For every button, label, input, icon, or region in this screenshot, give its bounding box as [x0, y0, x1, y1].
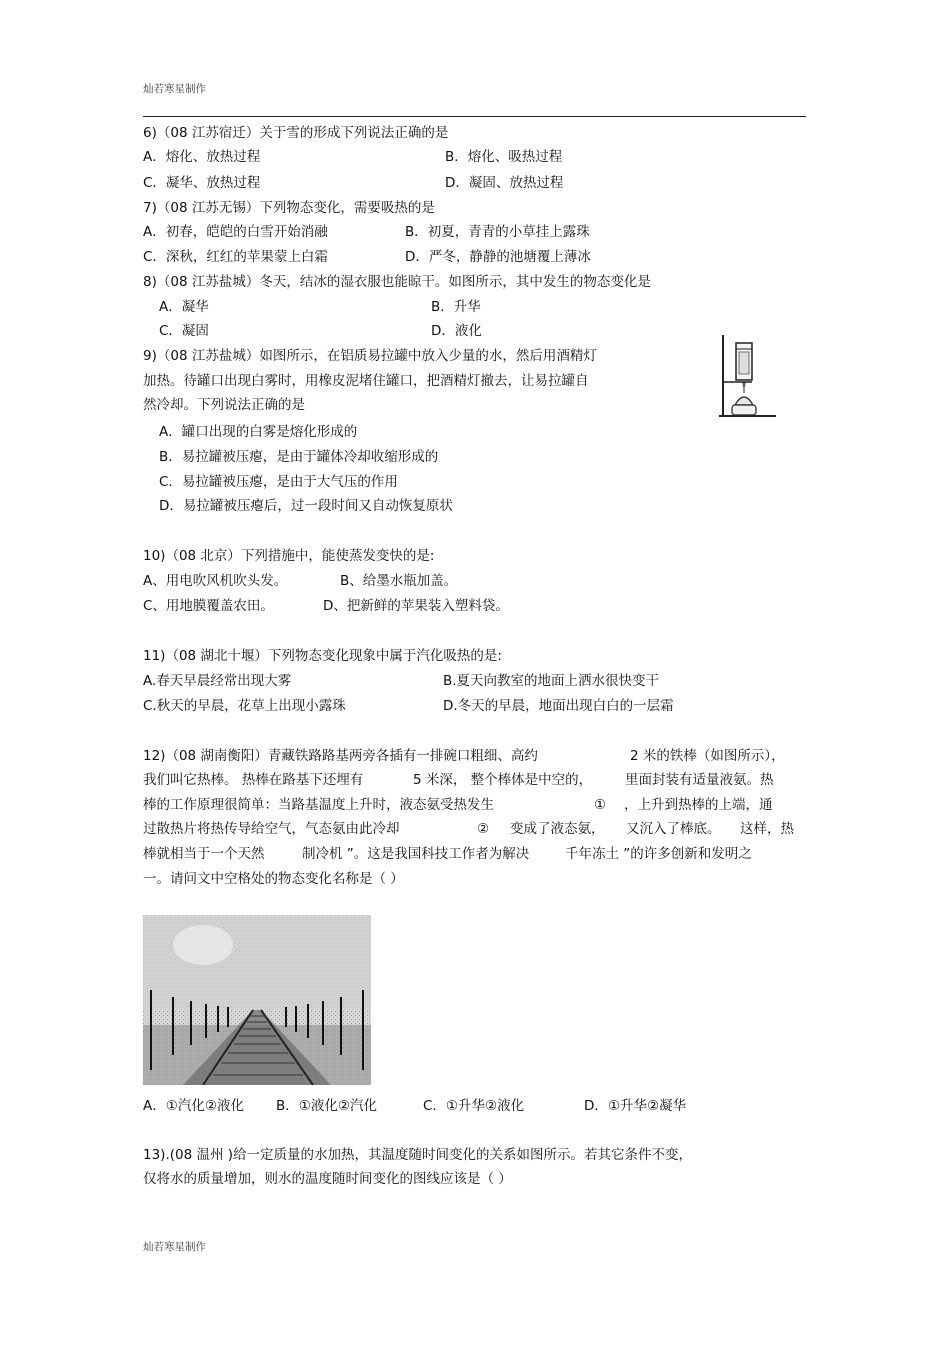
- q12-option-c: C．①升华②液化: [423, 1098, 525, 1114]
- q12-text: 棒就相当于一个天然: [143, 846, 265, 862]
- q12-text: 制冷机 ”。这是我国科技工作者为解决: [302, 846, 530, 862]
- header-rule: [143, 116, 806, 117]
- q13-stem-line2: 仅将水的质量增加，则水的温度随时间变化的图线应该是（ ）: [143, 1171, 512, 1187]
- q12-text: 变成了液态氨，: [510, 821, 605, 837]
- q12-text: 一。请问文中空格处的物态变化名称是（ ）: [143, 871, 404, 887]
- q12-text: 千年冻土 ”的许多创新和发明之: [565, 846, 752, 862]
- q6-stem: 6)（08 江苏宿迁）关于雪的形成下列说法正确的是: [143, 125, 449, 141]
- q12-text: 这样，热: [740, 821, 794, 837]
- q12-blank-1: ①: [594, 797, 607, 813]
- railway-photo: [143, 915, 371, 1085]
- q10-option-b: B、给墨水瓶加盖。: [340, 573, 458, 589]
- q12-text: 棒的工作原理很简单：当路基温度上升时，液态氨受热发生: [143, 797, 494, 813]
- q7-option-b: B．初夏，青青的小草挂上露珠: [405, 224, 590, 240]
- page-header: 灿若寒星制作: [143, 83, 206, 95]
- q12-text: 12)（08 湖南衡阳）青藏铁路路基两旁各插有一排碗口粗细、高约: [143, 748, 538, 764]
- q8-option-a: A．凝华: [159, 299, 209, 315]
- q8-option-d: D．液化: [431, 323, 482, 339]
- q10-option-c: C、用地膜覆盖农田。: [143, 598, 274, 614]
- q10-stem: 10)（08 北京）下列措施中，能使蒸发变快的是:: [143, 548, 435, 564]
- can-heating-figure: [718, 333, 778, 419]
- q9-option-c: C．易拉罐被压瘪，是由于大气压的作用: [159, 474, 398, 490]
- q8-option-b: B．升华: [431, 299, 481, 315]
- q12-text: 我们叫它热棒。 热棒在路基下还埋有: [143, 772, 364, 788]
- q12-text: 5 米深， 整个棒体是中空的，: [413, 772, 593, 788]
- q7-stem: 7)（08 江苏无锡）下列物态变化，需要吸热的是: [143, 200, 435, 216]
- q6-option-d: D．凝固、放热过程: [445, 175, 564, 191]
- q9-option-d: D．易拉罐被压瘪后，过一段时间又自动恢复原状: [159, 498, 453, 514]
- q8-stem: 8)（08 江苏盐城）冬天，结冰的湿衣服也能晾干。如图所示，其中发生的物态变化是: [143, 274, 651, 290]
- q11-option-d: D.冬天的早晨，地面出现白白的一层霜: [443, 698, 674, 714]
- q11-option-b: B.夏天向教室的地面上洒水很快变干: [443, 673, 660, 689]
- q12-blank-2: ②: [477, 821, 490, 837]
- q7-option-a: A．初春，皑皑的白雪开始消融: [143, 224, 328, 240]
- q12-option-b: B．①液化②汽化: [276, 1098, 377, 1114]
- q12-option-d: D．①升华②凝华: [584, 1098, 687, 1114]
- q6-option-c: C．凝华、放热过程: [143, 175, 261, 191]
- q7-option-c: C．深秋，红红的苹果蒙上白霜: [143, 249, 328, 265]
- q12-text: 里面封装有适量液氨。热: [625, 772, 774, 788]
- q9-option-b: B．易拉罐被压瘪，是由于罐体冷却收缩形成的: [159, 449, 439, 465]
- q6-option-a: A．熔化、放热过程: [143, 149, 261, 165]
- q9-option-a: A．罐口出现的白雾是熔化形成的: [159, 424, 358, 440]
- q9-stem-line3: 然冷却。下列说法正确的是: [143, 397, 305, 413]
- q11-option-c: C.秋天的早晨，花草上出现小露珠: [143, 698, 346, 714]
- q10-option-a: A、用电吹风机吹头发。: [143, 573, 288, 589]
- q9-stem-line1: 9)（08 江苏盐城）如图所示，在铝质易拉罐中放入少量的水，然后用酒精灯: [143, 348, 597, 364]
- q11-stem: 11)（08 湖北十堰）下列物态变化现象中属于汽化吸热的是:: [143, 648, 502, 664]
- q8-option-c: C．凝固: [159, 323, 209, 339]
- q12-option-a: A．①汽化②液化: [143, 1098, 244, 1114]
- page-footer: 灿若寒星制作: [143, 1241, 206, 1253]
- q7-option-d: D．严冬，静静的池塘覆上薄冰: [405, 249, 591, 265]
- q13-stem-line1: 13).(08 温州 )给一定质量的水加热，其温度随时间变化的关系如图所示。若其它条件不变，: [143, 1147, 693, 1163]
- q12-text: 又沉入了棒底。: [626, 821, 721, 837]
- q6-option-b: B．熔化、吸热过程: [445, 149, 563, 165]
- q9-stem-line2: 加热。待罐口出现白雾时，用橡皮泥堵住罐口，把酒精灯撤去，让易拉罐自: [143, 373, 589, 389]
- q12-text: ，上升到热棒的上端，通: [624, 797, 773, 813]
- q12-text: 2 米的铁棒（如图所示），: [630, 748, 785, 764]
- q12-text: 过散热片将热传导给空气，气态氨由此冷却: [143, 821, 400, 837]
- q10-option-d: D、把新鲜的苹果装入塑料袋。: [323, 598, 509, 614]
- q11-option-a: A.春天早晨经常出现大雾: [143, 673, 292, 689]
